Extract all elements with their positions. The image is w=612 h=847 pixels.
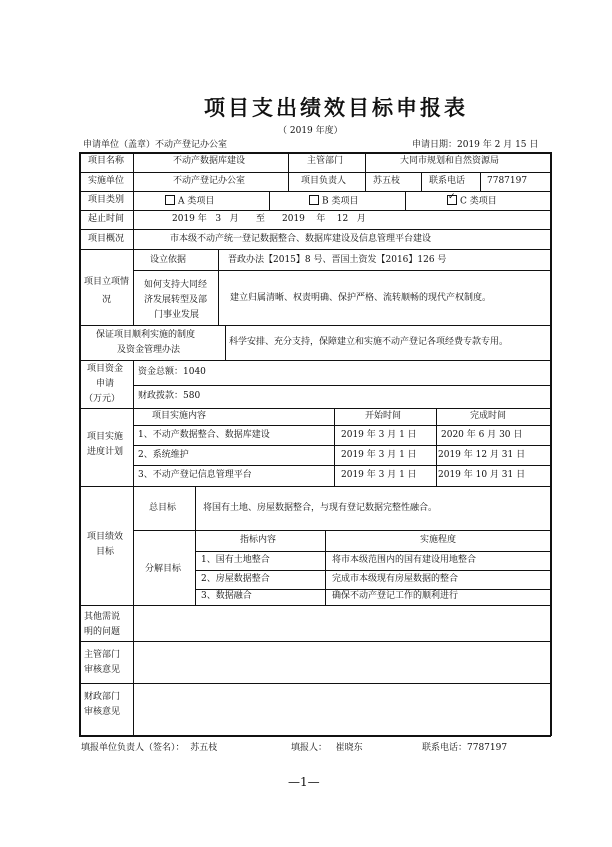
progress-row2-end: 2019 年 12 月 31 日	[438, 450, 526, 460]
footer-head-signature: 填报单位负责人（签名）： 苏五枝	[81, 743, 218, 753]
overall-goal-text: 将国有土地、房屋数据整合，与现有登记数据完整性融合。	[203, 503, 438, 513]
checkbox-c-checked-icon	[447, 195, 457, 205]
fund-label-line3: （万元）	[84, 394, 121, 404]
progress-label-line2: 进度计划	[87, 447, 124, 457]
support-line1: 如何支持大同经	[144, 280, 208, 290]
support-line3: 门事业发展	[154, 310, 200, 320]
sup-review-line1: 主管部门	[84, 650, 121, 660]
fund-fiscal: 财政拨款：580	[138, 391, 201, 401]
other-label-line1: 其他需说	[84, 612, 121, 622]
footer-phone: 联系电话：7787197	[422, 743, 508, 753]
sub-goal-label: 分解目标	[145, 564, 182, 574]
basis-label: 设立依据	[150, 255, 187, 265]
perf-label-line2: 目标	[96, 547, 115, 557]
guarantee-text: 科学安排、充分支持，保障建立和实施不动产登记各项经费专款专用。	[229, 337, 509, 347]
impl-unit-label: 实施单位	[88, 176, 125, 186]
progress-row1-start: 2019 年 3 月 1 日	[341, 430, 417, 440]
overview-value: 市本级不动产统一登记数据整合、数据库建设及信息管理平台建设	[170, 234, 432, 244]
fund-label-line1: 项目资金	[87, 364, 124, 374]
page-number: —1—	[288, 775, 320, 789]
progress-row3-end: 2019 年 10 月 31 日	[438, 470, 526, 480]
sub-row2-degree: 完成市本级现有房屋数据的整合	[332, 574, 459, 584]
applicant-unit: 申请单位（盖章）不动产登记办公室	[83, 140, 228, 150]
guarantee-line2: 及资金管理办法	[117, 345, 181, 355]
main-label-line2: 况	[102, 295, 112, 305]
fund-label-line2: 申请	[96, 379, 115, 389]
time-value: 2019 年 3 月 至 2019 年 12 月	[172, 214, 366, 224]
sub-row3-degree: 确保不动产登记工作的顺利进行	[332, 591, 459, 601]
overview-label: 项目概况	[88, 234, 125, 244]
sup-review-line2: 审核意见	[84, 665, 121, 675]
progress-row1-content: 1、不动产数据整合、数据库建设	[138, 430, 270, 440]
basis-value: 晋政办法【2015】8 号、晋国土资发【2016】126 号	[228, 255, 447, 265]
progress-header-end: 完成时间	[470, 411, 507, 421]
support-text: 建立归属清晰、权责明确、保护严格、流转顺畅的现代产权制度。	[230, 293, 492, 303]
overall-goal-label: 总目标	[149, 503, 177, 513]
page-title: 项目支出绩效目标申报表	[204, 95, 468, 120]
sub-header-item: 指标内容	[240, 535, 277, 545]
guarantee-line1: 保证项目顺利实施的制度	[96, 330, 196, 340]
category-b[interactable]: B 类项目	[309, 196, 358, 207]
fin-review-line2: 审核意见	[84, 707, 121, 717]
support-line2: 济发展转型及部	[144, 295, 208, 305]
sub-row2-item: 2、房屋数据整合	[201, 574, 270, 584]
progress-label-line1: 项目实施	[87, 432, 124, 442]
progress-row3-start: 2019 年 3 月 1 日	[341, 470, 417, 480]
report-year: （ 2019 年度）	[278, 126, 343, 136]
phone-label: 联系电话	[429, 176, 466, 186]
progress-row1-end: 2020 年 6 月 30 日	[441, 430, 523, 440]
phone-value: 7787197	[487, 176, 528, 186]
progress-header-start: 开始时间	[365, 411, 402, 421]
project-name-label: 项目名称	[88, 156, 125, 166]
project-name-value: 不动产数据库建设	[173, 156, 246, 166]
other-label-line2: 明的问题	[84, 627, 121, 637]
footer-filler: 填报人： 崔晓东	[291, 743, 363, 753]
leader-value: 苏五枝	[373, 176, 401, 186]
progress-header-content: 项目实施内容	[152, 411, 207, 421]
sub-header-degree: 实施程度	[420, 535, 457, 545]
fund-total: 资金总额：1040	[138, 367, 206, 377]
checkbox-a-icon	[165, 195, 175, 205]
apply-date: 申请日期：2019 年 2 月 15 日	[412, 140, 539, 150]
category-c[interactable]: ✓ C 类项目	[447, 196, 497, 207]
progress-row3-content: 3、不动产登记信息管理平台	[138, 470, 252, 480]
main-label-line1: 项目立项情	[84, 277, 130, 287]
sub-row1-item: 1、国有土地整合	[201, 555, 270, 565]
sub-row3-item: 3、数据融合	[201, 591, 252, 601]
category-label: 项目类别	[88, 195, 125, 205]
progress-row2-start: 2019 年 3 月 1 日	[341, 450, 417, 460]
fin-review-line1: 财政部门	[84, 692, 121, 702]
leader-label: 项目负责人	[301, 176, 347, 186]
category-a[interactable]: A 类项目	[165, 196, 214, 207]
progress-row2-content: 2、系统维护	[138, 450, 189, 460]
perf-label-line1: 项目绩效	[87, 532, 124, 542]
checkbox-b-icon	[309, 195, 319, 205]
supervisor-value: 大同市规划和自然资源局	[400, 156, 500, 166]
supervisor-label: 主管部门	[307, 156, 344, 166]
time-label: 起止时间	[88, 214, 125, 224]
impl-unit-value: 不动产登记办公室	[173, 176, 246, 186]
sub-row1-degree: 将市本级范围内的国有建设用地整合	[332, 555, 477, 565]
